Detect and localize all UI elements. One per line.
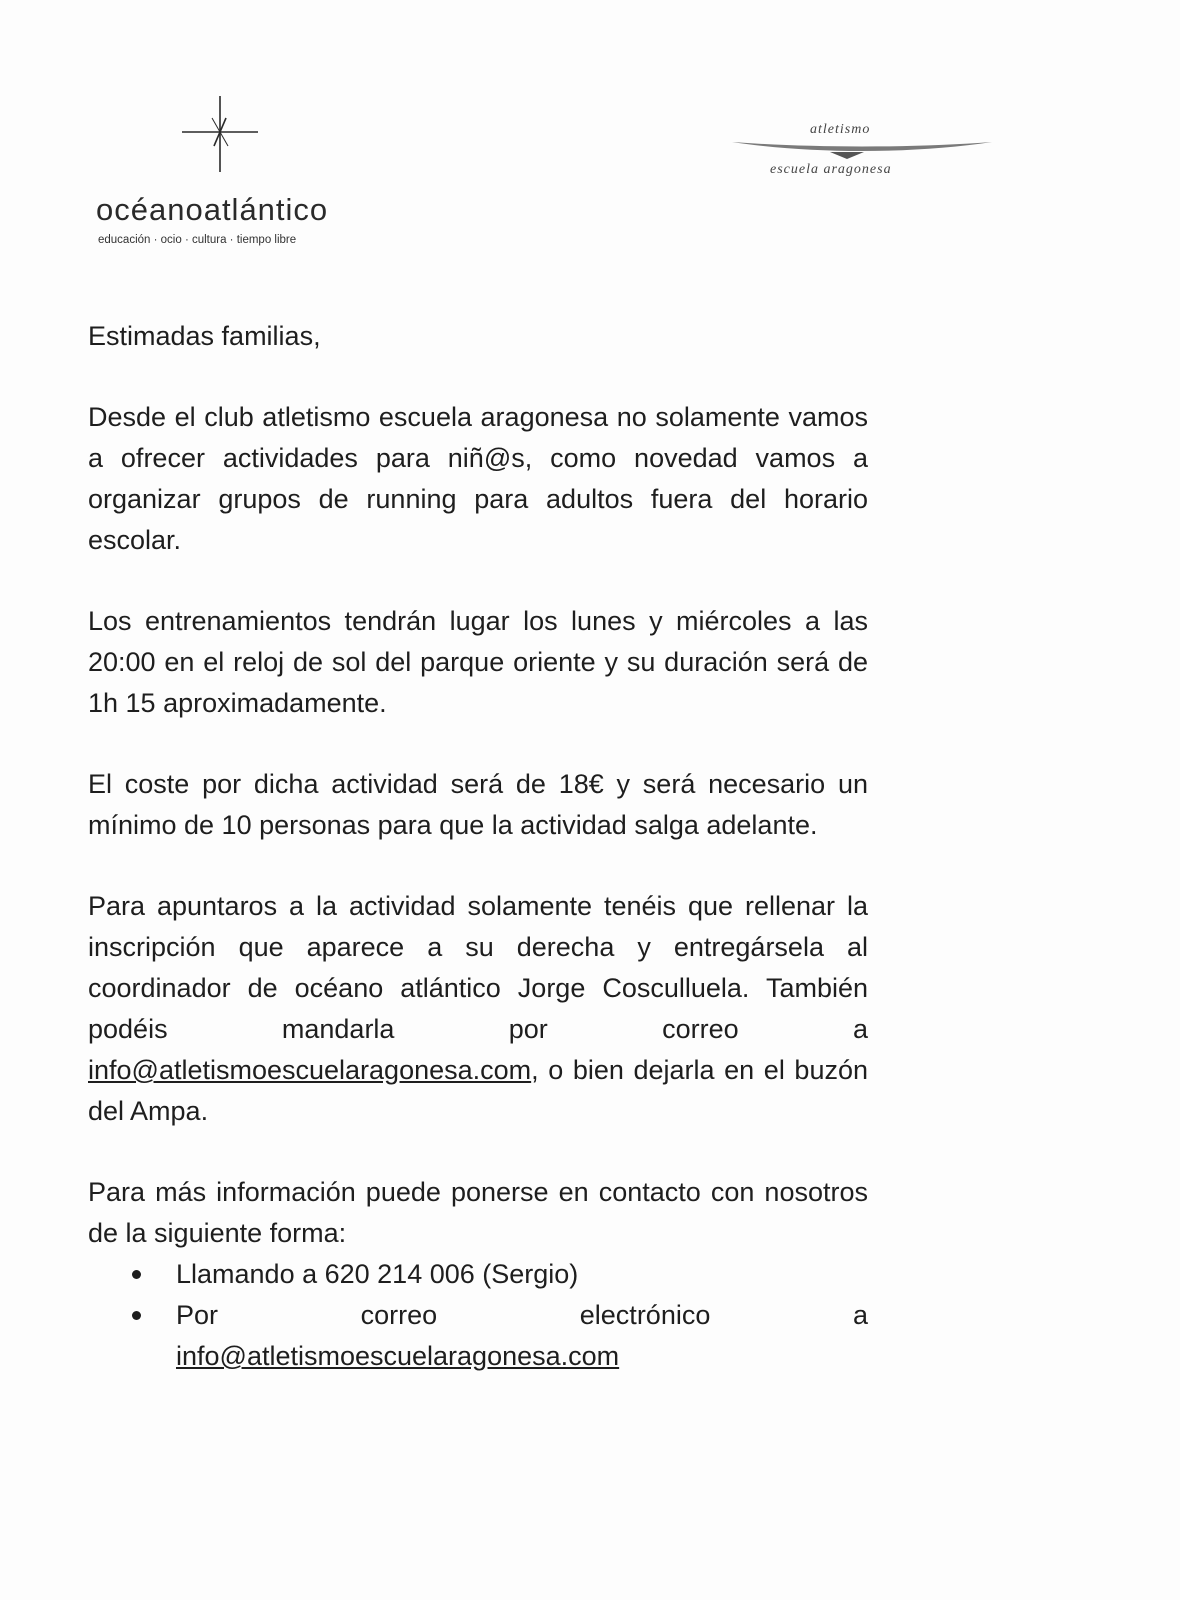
swoosh-icon (732, 138, 992, 160)
logo-bottom-text: escuela aragonesa (770, 162, 892, 177)
list-item (176, 1254, 868, 1295)
signup-text-before: Para apuntaros a la actividad solamente tenéis que rellenar la inscripción que aparece a su derecha y entregársela al coordinador de océano atlántico Jorge Cosculluela. También podéis mandarla por correo a (88, 891, 868, 1044)
paragraph-schedule: Los entrenamientos tendrán lugar los lunes y miércoles a las 20:00 en el reloj de sol del parque oriente y su duración será de 1h 15 aproximadamente. (88, 606, 868, 718)
word: electrónico (579, 1300, 711, 1330)
contact-list (88, 1254, 868, 1377)
word: Por (176, 1300, 219, 1330)
list-item (176, 1295, 868, 1377)
contact-email-link[interactable]: info@atletismoescuelaragonesa.com (176, 1341, 620, 1371)
letter-body (88, 316, 868, 1377)
word: a (852, 1300, 868, 1330)
atletismo-escuela-aragonesa-logo (732, 122, 992, 192)
logo-tagline: educación · ocio · cultura · tiempo libre (98, 234, 297, 246)
logo-name: océanoatlántico (96, 192, 329, 227)
paragraph-cost: El coste por dicha actividad será de 18€ y será necesario un mínimo de 10 personas para que la actividad salga adelante. (88, 769, 868, 840)
word: correo (360, 1300, 438, 1330)
contact-intro: Para más información puede ponerse en contacto con nosotros de la siguiente forma: (88, 1177, 868, 1248)
contact-email-line (176, 1295, 868, 1336)
four-point-star-icon (176, 92, 266, 182)
oceano-atlantico-logo (96, 92, 396, 252)
paragraph-signup (88, 886, 868, 1132)
greeting: Estimadas familias, (88, 321, 321, 351)
email-link[interactable]: info@atletismoescuelaragonesa.com (88, 1055, 532, 1085)
logo-top-text: atletismo (810, 122, 871, 137)
contact-phone: Llamando a 620 214 006 (Sergio) (176, 1259, 579, 1289)
paragraph-intro: Desde el club atletismo escuela aragonesa no solamente vamos a ofrecer actividades para niñ@s, como novedad vamos a organizar grupos de running para adultos fuera del horario escolar. (88, 402, 868, 555)
signup-text-after: , o bien dejarla en el buzón del Ampa. (88, 1055, 868, 1126)
